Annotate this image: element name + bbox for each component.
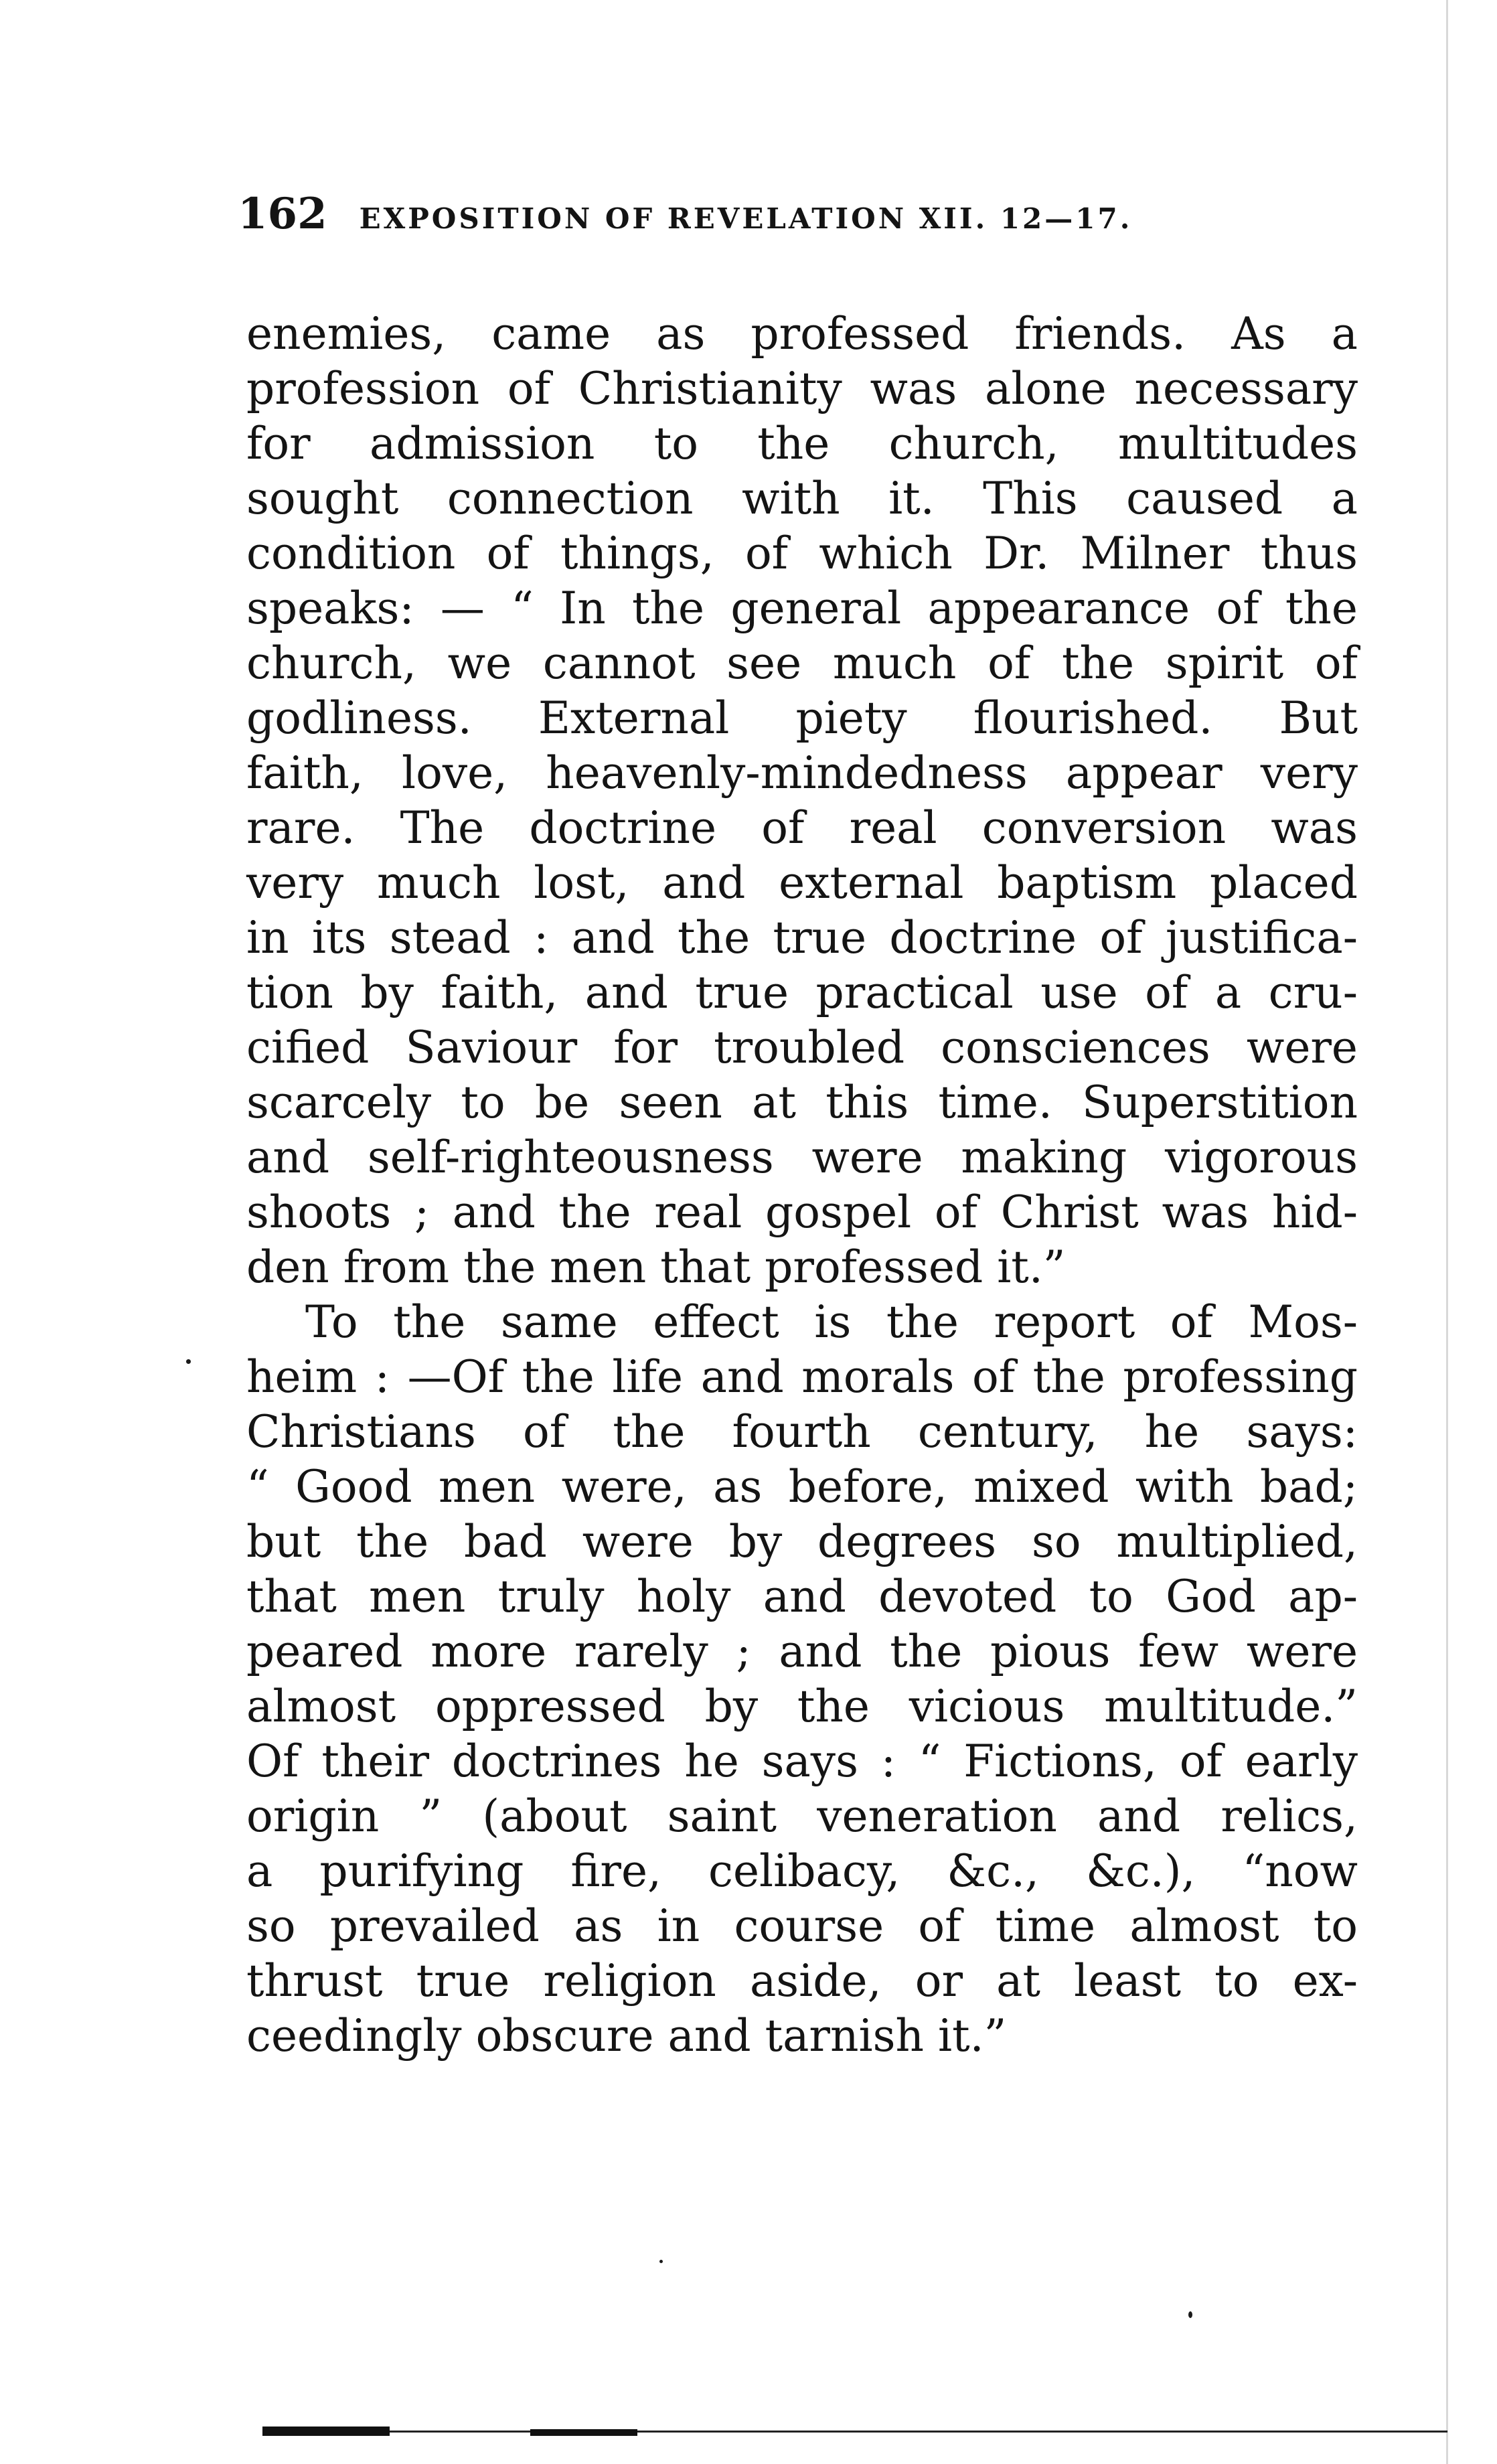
text-line: very much lost, and external baptism placed bbox=[246, 857, 1358, 909]
text-line: that men truly holy and devoted to God ap- bbox=[246, 1571, 1358, 1622]
footer-rule-mark bbox=[262, 2427, 390, 2436]
page-edge-line bbox=[1446, 0, 1448, 2464]
text-line: “ Good men were, as before, mixed with bad; bbox=[246, 1461, 1358, 1513]
text-line: heim : —Of the life and morals of the professing bbox=[246, 1351, 1358, 1403]
text-line: for admission to the church, multitudes bbox=[246, 418, 1358, 469]
text-line: in its stead : and the true doctrine of justifica- bbox=[246, 912, 1358, 964]
text-line: shoots ; and the real gospel of Christ was hid- bbox=[246, 1186, 1358, 1238]
text-line: a purifying fire, celibacy, &c., &c.), “now bbox=[246, 1845, 1358, 1897]
text-line: godliness. External piety flourished. But bbox=[246, 692, 1358, 744]
text-line: peared more rarely ; and the pious few were bbox=[246, 1626, 1358, 1677]
text-line: condition of things, of which Dr. Milner thus bbox=[246, 528, 1358, 579]
text-line: origin ” (about saint veneration and relics, bbox=[246, 1790, 1358, 1842]
scan-speck bbox=[186, 1359, 191, 1364]
running-head: EXPOSITION OF REVELATION XII. 12—17. bbox=[359, 202, 1133, 235]
scan-speck bbox=[659, 2260, 663, 2263]
text-line: but the bad were by degrees so multiplied, bbox=[246, 1516, 1358, 1567]
text-line: speaks: — “ In the general appearance of the bbox=[246, 583, 1358, 634]
page-number: 162 bbox=[238, 189, 327, 239]
footer-rule-line bbox=[262, 2431, 1447, 2433]
text-line: church, we cannot see much of the spirit of bbox=[246, 637, 1358, 689]
text-line: cified Saviour for troubled consciences were bbox=[246, 1022, 1358, 1073]
text-line: tion by faith, and true practical use of a cru- bbox=[246, 967, 1358, 1018]
text-line: rare. The doctrine of real conversion was bbox=[246, 802, 1358, 854]
text-line: scarcely to be seen at this time. Superstition bbox=[246, 1077, 1358, 1128]
footer-rule-mark bbox=[530, 2429, 637, 2436]
body-text bbox=[246, 307, 1358, 2064]
text-line: enemies, came as professed friends. As a bbox=[246, 308, 1358, 360]
text-line: ceedingly obscure and tarnish it.” bbox=[246, 2010, 1007, 2062]
text-line: Christians of the fourth century, he says: bbox=[246, 1406, 1358, 1458]
text-line: so prevailed as in course of time almost to bbox=[246, 1900, 1358, 1952]
text-line: sought connection with it. This caused a bbox=[246, 473, 1358, 524]
scan-speck bbox=[1188, 2311, 1192, 2318]
text-line: To the same effect is the report of Mos- bbox=[305, 1296, 1358, 1348]
text-line: thrust true religion aside, or at least to ex- bbox=[246, 1955, 1358, 2007]
text-line: faith, love, heavenly-mindedness appear very bbox=[246, 747, 1358, 799]
page-header bbox=[238, 189, 1235, 242]
text-line: den from the men that professed it.” bbox=[246, 1241, 1066, 1293]
text-line: almost oppressed by the vicious multitude.” bbox=[246, 1681, 1358, 1732]
text-line: Of their doctrines he says : “ Fictions, of early bbox=[246, 1736, 1358, 1787]
text-line: and self-righteousness were making vigorous bbox=[246, 1132, 1358, 1183]
text-line: profession of Christianity was alone necessary bbox=[246, 363, 1358, 414]
footer-rule bbox=[262, 2424, 1447, 2440]
